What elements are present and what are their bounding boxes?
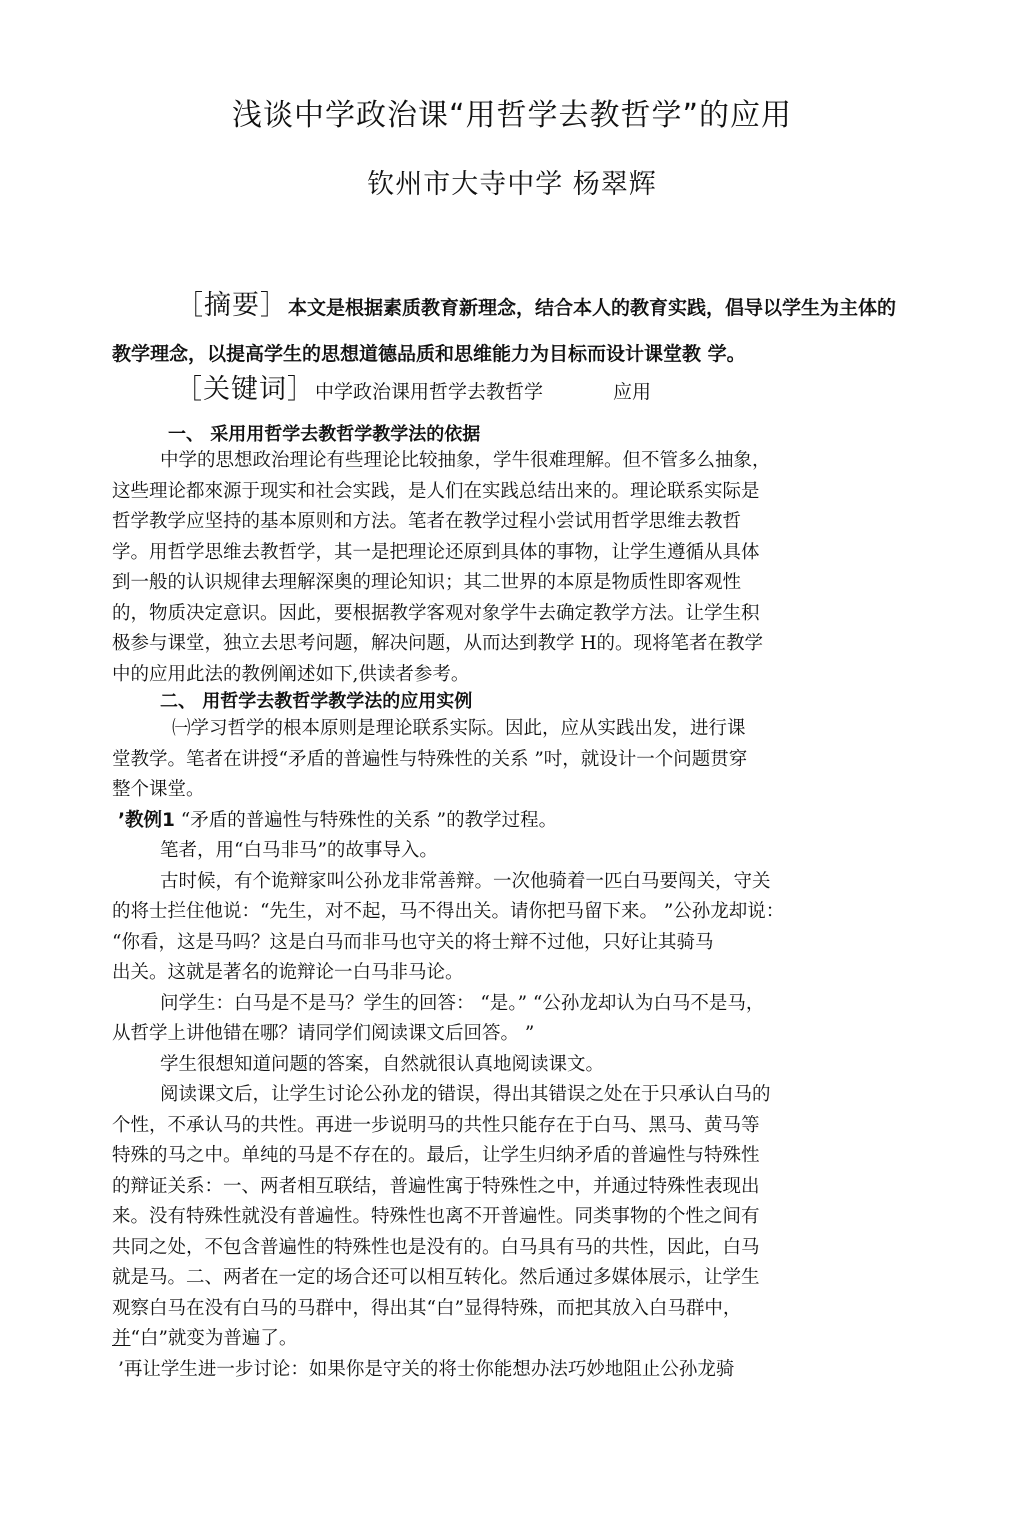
text-line: 特殊的马之中。单纯的马是不存在的。最后，让学生归纳矛盾的普遍性与特殊性 (112, 1145, 760, 1166)
text-line: ’再让学生进一步讨论：如果你是守关的将士你能想办法巧妙地阻止公孙龙骑 (118, 1358, 735, 1380)
text-line (112, 1324, 852, 1355)
underlined-word: 并 (112, 1328, 131, 1349)
text-line: 堂教学。笔者在讲授“矛盾的普遍性与特殊性的关系 ”吋，就设计一个问题贯穿 (112, 748, 748, 770)
text-line: 的，物质决定意识。因此，要根据教学客观对象学牛去确定教学方法。让学生积 (112, 602, 760, 624)
text-line: 哲学教学应坚持的基本原则和方法。笔者在教学过程小尝试用哲学思维去教哲 (112, 511, 742, 532)
text-line: 中的应用此法的教例阐述如下,供读者参考。 (112, 663, 470, 685)
text-line: 到一般的认识规律去理解深奥的理论知识；其二世界的本原是物质性即客观性 (112, 572, 742, 593)
text-line: 来。没有特殊性就没有普遍性。特殊性也离不开普遍性。同类事物的个性之间有 (112, 1206, 760, 1227)
example-mark: ’ (118, 809, 126, 831)
text-line: 整个课堂。 (112, 779, 205, 800)
author-line: 钦州市大寺中学 杨翠辉 (367, 169, 657, 200)
keywords-text: 中学政治课用哲学去教哲学 (315, 381, 544, 403)
abstract-tag: ［摘要］ (176, 290, 288, 321)
text-line: 共同之处，不包含普遍性的特殊性也是没有的。白马具有马的共性，因此，白马 (112, 1236, 760, 1258)
text-line: “你看，这是马吗？这是白马而非马也守关的将士辩不过他，只好让其骑马 (112, 931, 714, 953)
text-fragment: “白”就变为普遍了。 (130, 1328, 298, 1349)
text-line: 极参与课堂，独立去思考问题，解决问题，从而达到教学 H的。现将笔者在教学 (112, 633, 764, 654)
abstract-text: 本文是根据素质教育新理念，结合本人的教育实践，倡导以学生为主体的教学理念，以提高学生的思想道德品质和思维能力为目标而设计课堂教 学。 (112, 297, 897, 365)
abstract-block (112, 283, 912, 377)
example-label: 教例1 (125, 809, 175, 831)
text-line: 出关。这就是著名的诡辩论一白马非马论。 (112, 962, 464, 983)
text-line: 的辩证关系：一、两者相互联结，普遍性寓于特殊性之中，并通过特殊性表现出 (112, 1175, 760, 1197)
text-line: 阅读课文后，让学生讨论公孙龙的错误，得出其错误之处在于只承认白马的 (160, 1084, 771, 1105)
example-heading (112, 806, 852, 837)
text-line: 观察白马在没有白马的马群中，得出其“白”显得特殊，而把其放入白马群中， (112, 1297, 742, 1319)
document-title: 浅谈中学政治课“用哲学去教哲学”的应用 (231, 98, 793, 133)
keywords-tag: ［关键词］ (175, 374, 315, 405)
section-heading-2: 二、 用哲学去教哲学教学法的应用实例 (160, 691, 473, 712)
body-paragraph-2 (112, 714, 852, 1385)
text-line: 学。用哲学思维去教哲学，其一是把理论还原到具体的事物，让学生遵循从具体 (112, 541, 760, 563)
text-line: 学生很想知道问题的答案，自然就很认真地阅读课文。 (160, 1053, 605, 1075)
keywords-block (175, 368, 935, 414)
body-paragraph-1 (112, 446, 852, 690)
text-line: 就是马。二、两者在一定的场合还可以相互转化。然后通过多媒体展示，让学生 (112, 1267, 760, 1288)
text-line: 个性，不承认马的共性。再进一步说明马的共性只能存在于白马、黑马、黄马等 (112, 1114, 760, 1136)
text-line: 笔者，用“白马非马”的故事导入。 (160, 840, 438, 861)
text-line: 从哲学上讲他错在哪？请同学们阅读课文后回答。 ” (112, 1023, 535, 1044)
text-line: 古时候，有个诡辩家叫公孙龙非常善辩。一次他骑着一匹白马要闯关，守关 (160, 870, 771, 892)
text-line: 的将士拦住他说：“先生，对不起，马不得出关。请你把马留下来。 ”公孙龙却说： (112, 901, 785, 922)
example-text: “矛盾的普遍性与特殊性的关系 ”的教学过程。 (174, 809, 558, 831)
text-line: 这些理论都來源于现实和社会实践，是人们在实践总结出来的。理论联系实际是 (112, 480, 760, 502)
keywords-extra: 应用 (613, 381, 652, 403)
text-line: 问学生：白马是不是马？学生的回答： “是。” “公孙龙却认为白马不是马， (160, 992, 765, 1014)
section-heading-1: 一、 采用用哲学去教哲学教学法的依据 (168, 424, 481, 445)
text-line: ㈠学习哲学的根本原则是理论联系实际。因此，应从实践出发，进行课 (172, 718, 746, 739)
text-line: 中学的思想政治理论有些理论比较抽象，学牛很难理解。但不管多么抽象， (160, 450, 771, 471)
